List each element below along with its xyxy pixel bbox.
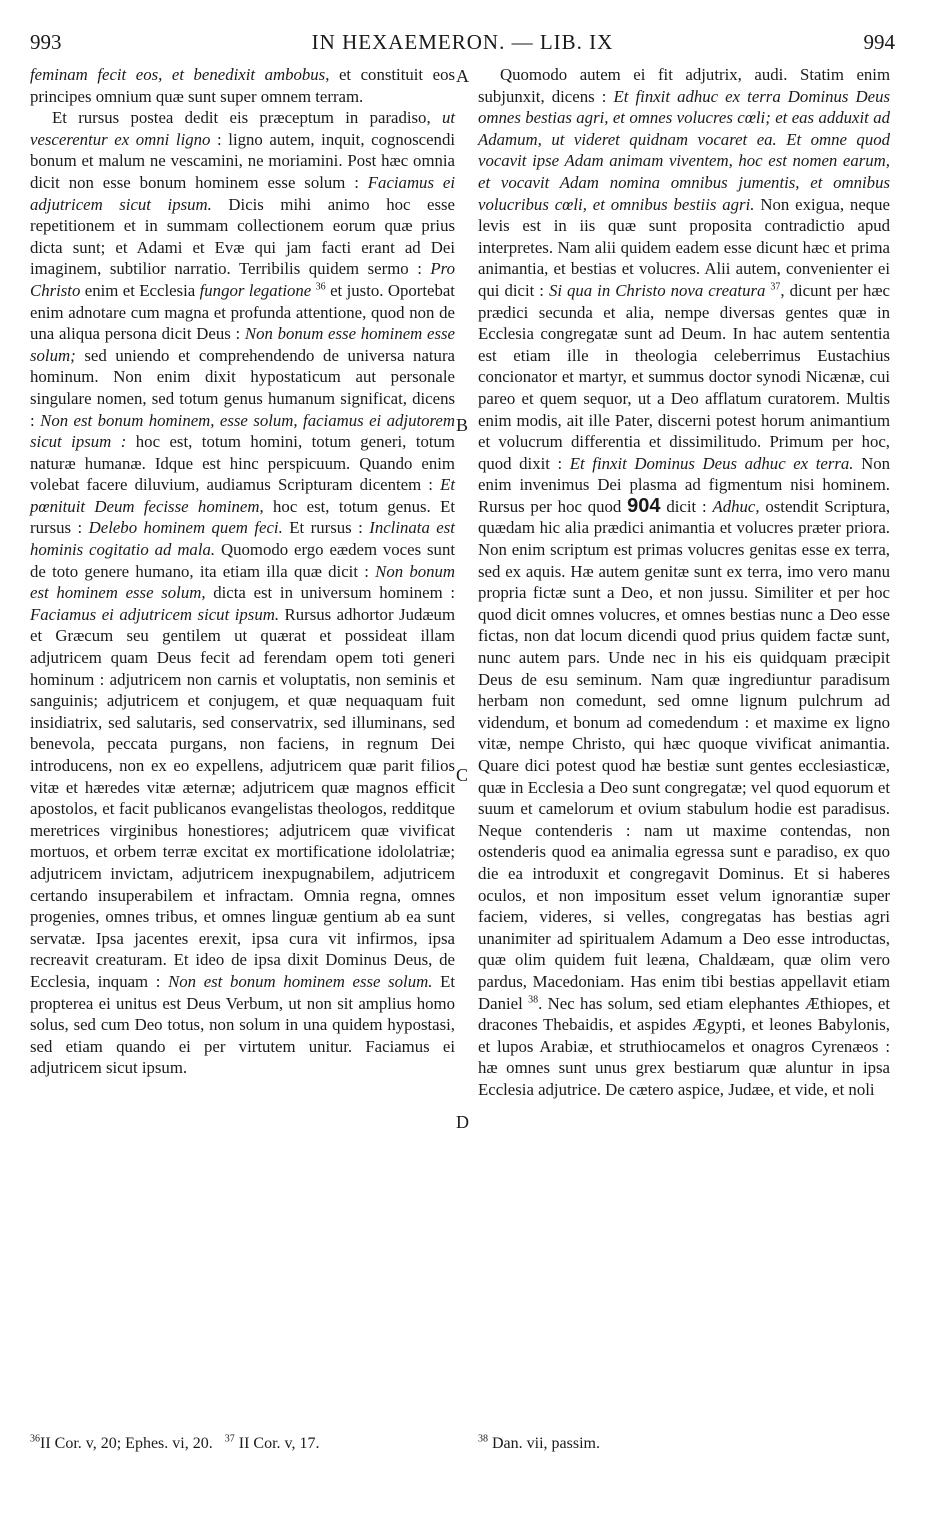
margin-marker-b: B: [456, 415, 469, 435]
italic-text: Et finxit adhuc ex terra Dominus Deus omnes bestias agri, et omnes volucres cœli; et eas adduxit ad Adamum, ut videret quidnam vocaret ea. Et omne quod vocavit ipse Adam animam viventem, hoc est nomen earum, et vocavit Adam nomina omnibus jumentis, et omnibus volucribus cœli, et omnibus bestiis agri.: [478, 86, 890, 214]
italic-text: Non bonum est hominem esse solum,: [30, 561, 456, 603]
left-paragraph-1: [30, 64, 455, 107]
body-text: Rursus adhortor Judæum et Græcum seu gentilem ut quærat et possideat illam adjutricem quam Deus fecit ad ferendam opem toti generi hominum : adjutricem non carnis et voluptatis, non seminis et sanguinis; adjutricem et conjugem, et quæ nequaquam fuit insidiatrix, sed salutaris, sed conservatrix, sed illuminans, sed benevola, peccata purgans, non faciens, in regnum Dei introducens, non ex eo expellens, adjutricem quæ parit filios vitæ et hæredes vitæ æternæ; adjutricem quæ magnos efficit apostolos, et facit publicanos evangelistas theologos, redditque meretrices virginibus honestiores; adjutricem quæ vivificat mortuos, et orbem terræ excitat ex mortificatione idololatriæ; adjutricem invictam, adjutricem inexpugnabilem, adjutricem certando insuperabilem et infractam. Omnia regna, omnes progenies, omnes tribus, et omnes linguæ gentium ab ea sunt servatæ. Ipsa jacentes erexit, ipsa cura vit infirmos, ipsa recreavit creaturam. Et ideo de ipsa dixit Dominus Deus, de Ecclesia, inquam :: [30, 604, 455, 991]
italic-text: Non est bonum hominem esse solum.: [168, 971, 433, 991]
page-number-right: 994: [863, 30, 895, 54]
footnote-text: II Cor. v, 17.: [238, 1435, 320, 1452]
footnote-ref: 38: [528, 993, 539, 1005]
italic-text: Si qua in Christo nova creatura: [548, 280, 766, 300]
body-text: , et constituit eos principes omnium quæ sunt super omnem terram.: [30, 65, 455, 106]
italic-text: Et pœnituit Deum fecisse hominem: [30, 475, 455, 516]
footnote-ref: 37: [770, 281, 781, 293]
italic-text: feminam fecit eos, et benedixit ambobus: [30, 65, 326, 84]
inline-page-number: 904: [627, 494, 661, 517]
footnotes-left: [30, 1435, 470, 1453]
right-column: [478, 64, 890, 1101]
footnote-number: 36: [30, 1433, 40, 1445]
body-text: : ligno autem, inquit, cognoscendi bonum et malum ne vescamini, ne moriamini. Post hæc omnia dicit non esse bonum hominem esse solum :: [30, 129, 455, 192]
body-text: ostendit Scriptura, quædam hic alia prædici animantia et volucres præter priora. Non enim scriptum est primas volucres genitas esse ex terra, sed ex aquis. Hæ autem genitæ sunt ex terra, imo vero manu propria fictæ sunt a Deo, et non jussu. Similiter et per hoc quod dicit omnes volucres, et omnes bestias nunc a Deo esse fictas, non dat locum dicendi quod prius quidem factæ sunt, nunc autem pars. Unde nec in his eis quidquam præcipit Deus de esu seminum. Nam quæ ingrediuntur paradisum herbam non comedunt, sed omne lignum pulchrum ad videndum, et bonum ad comedendum : et maxime ex ligno vitæ, nempe Christo, qui hæc quoque vivificat animantia. Quare dici potest quod hæ bestiæ sunt gentes ecclesiasticæ, quæ in Ecclesia a Deo sunt congregatæ; vel quod equorum et suum et camelorum et ovium stabulum hodie est paradisus. Neque contenderis : nam ut maxime contendas, non ostenderis quod ea animalia egressa sunt e paradiso, ex quo die ea introduxit et congregavit Dominus. Et si haberes oculos, et non impositum esset velum ignorantiæ super faciem, videres, si velles, congregatas has bestias agri unanimiter ad spiritualem Adamum a Deo esse introductas, quæ olim quidem fuit leæna, Chaldæam, quæ olim vero pardus, Macedoniam. Has enim tibi bestias appellavit etiam Daniel: [478, 496, 891, 1013]
body-text: dicit :: [666, 496, 707, 516]
left-paragraph-2: [30, 107, 455, 1079]
footnote-ref: 36: [315, 281, 326, 293]
body-text: Dicis mihi animo hoc esse repetitionem et in summam collectionem eorum quæ prius dicta sunt; et Adami et Evæ qui jam facti erant ad Dei imaginem, subtilior narratio. Terribilis quidem sermo :: [30, 194, 455, 279]
body-text: Et propterea ei unitus est Deus Verbum, ut non sit amplius homo solus, sed cum Deo totus, non solum in una quidem hypostasi, sed etiam quando ei per virtutem unitur. Faciamus ei adjutricem sicut ipsum.: [30, 971, 455, 1078]
italic-text: Faciamus ei adjutricem sicut ipsum.: [30, 604, 280, 624]
margin-marker-a: A: [456, 66, 469, 86]
body-text: Et rursus :: [289, 518, 363, 538]
left-column: [30, 64, 455, 1079]
italic-text: Delebo hominem quem feci.: [88, 518, 283, 538]
italic-text: Non bonum esse hominem esse solum;: [30, 324, 455, 365]
italic-text: Non est bonum hominem, esse solum, faciamus ei adjutorem sicut ipsum :: [30, 410, 455, 452]
running-title: IN HEXAEMERON. — LIB. IX: [311, 30, 614, 54]
body-text: , dicunt per hæc prædici secunda et alia, nempe diversas gentes quæ in Ecclesia congregatæ sunt ad Deum. In hac autem sententia est etiam ille in theologia celeberrimus Eustachius concionator et martyr, et summus doctor synodi Nicænæ, cui pareo et quem sequor, ut a Deo afflatum curatorem. Multis enim modis, ait ille Pater, discerni potest horum animantium et volucrum differentia et dissimilitudo. Primum per hoc, quod dixit :: [478, 280, 891, 473]
body-text: , hoc est, totum genus. Et rursus :: [30, 496, 456, 538]
margin-marker-c: C: [456, 765, 469, 785]
italic-text: Faciamus ei adjutricem sicut ipsum.: [30, 172, 455, 214]
right-paragraph: [478, 64, 890, 1101]
body-text: Et rursus postea dedit eis præceptum in paradiso,: [52, 108, 431, 128]
italic-text: fungor legatione: [199, 280, 312, 300]
italic-text: Pro Christo: [30, 259, 455, 300]
italic-text: Et finxit Dominus Deus adhuc ex terra.: [569, 453, 854, 473]
italic-text: ut vescerentur ex omni ligno: [30, 108, 456, 149]
footnote-text: II Cor. v, 20; Ephes. vi, 20.: [40, 1435, 213, 1452]
page-number-left: 993: [30, 30, 62, 54]
italic-text: Adhuc,: [712, 496, 760, 516]
footnote-number: 38: [478, 1433, 488, 1445]
body-text: dicta est in universum hominem :: [213, 583, 455, 603]
body-text: et justo. Oportebat enim adnotare cum magna et profunda attentione, quod non de una aliqua persona dicit Deus :: [30, 280, 455, 344]
footnote-text: Dan. vii, passim.: [492, 1435, 600, 1452]
running-header: [30, 30, 895, 56]
body-text: Quomodo autem ei fit adjutrix, audi. Statim enim subjunxit, dicens :: [478, 65, 890, 106]
footnote-number: 37: [224, 1433, 235, 1445]
italic-text: Inclinata est hominis cogitatio ad mala.: [30, 518, 455, 560]
body-text: hoc est, totum homini, totum generi, totum naturæ humanæ. Idque est hinc perspicuum. Quando enim volebat facere diluvium, audiamus Scripturam dicentem :: [30, 432, 455, 495]
margin-marker-d: D: [456, 1112, 469, 1132]
body-text: Non enim invenimus Dei plasma ad figmentum nisi hominem. Rursus per hoc quod: [478, 453, 890, 516]
body-text: sed uniendo et comprehendendo de universa natura hominum. Non enim dixit hypostaticum aut personale singulare nomen, sed totum genus humanum significat, dicens :: [30, 345, 455, 430]
footnotes-right: [478, 1435, 890, 1453]
body-text: Non exigua, neque levis est in iis quæ sunt proposita contradictio apud interpretes. Nam alii quidem eadem esse dicunt hæc et prima animantia, et bestias et volucres. Alii autem, convenienter ei qui dicit :: [478, 194, 890, 300]
body-text: Quomodo ergo eædem voces sunt de toto genere humano, ita etiam illa quæ dicit :: [30, 540, 455, 581]
body-text: . Nec has solum, sed etiam elephantes Æthiopes, et dracones Thebaidis, et aspides Ægypti, et leones Babylonis, et lupos Arabiæ, et struthiocamelos et onagros Cyrenæos : hæ omnes sunt unus grex bestiarum quæ aluntur in ipsa Ecclesia adjutrice. De cætero aspice, Judæe, et vide, et noli: [478, 993, 890, 1099]
body-text: enim et Ecclesia: [84, 280, 196, 300]
